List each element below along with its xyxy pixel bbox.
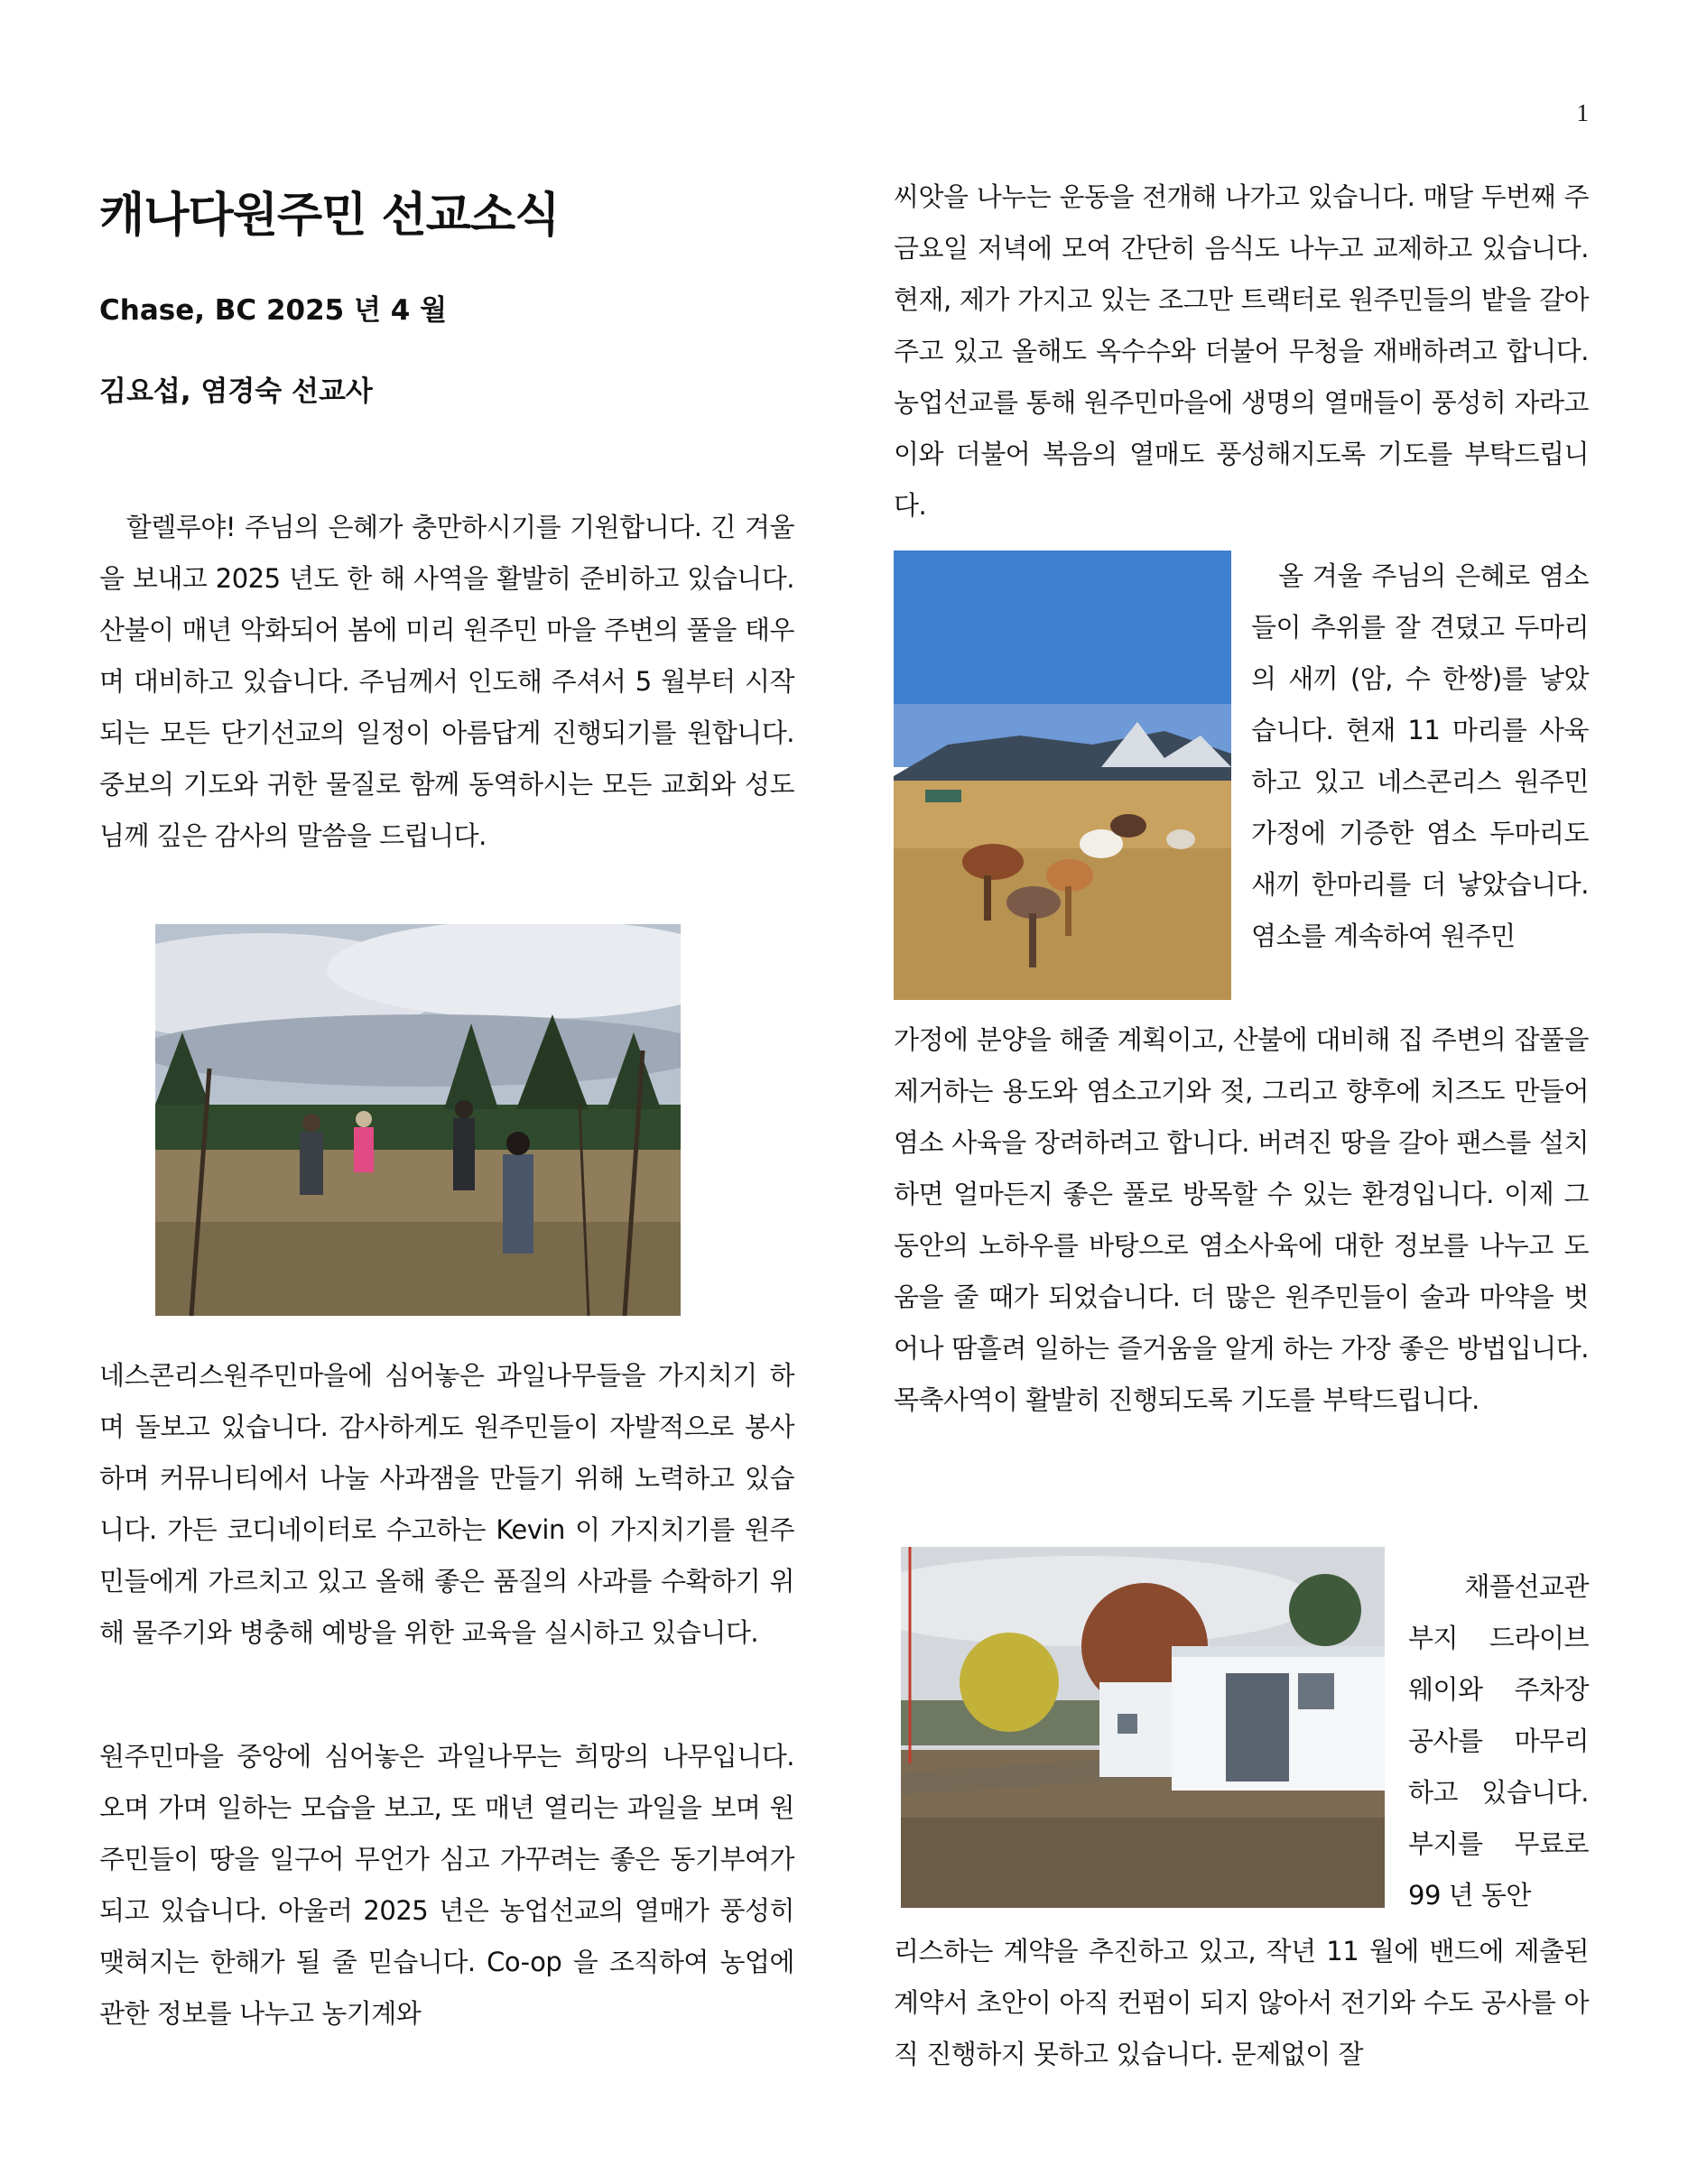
goats-photo <box>894 551 1231 1000</box>
intro-paragraph: 할렐루야! 주님의 은혜가 충만하시기를 기원합니다. 긴 겨울을 보내고 2025 년도 한 해 사역을 활발히 준비하고 있습니다. 산불이 매년 악화되어 봄에 미리 원주민 마을 주변의 풀을 태우며 대비하고 있습니다. 주님께서 인도해 주셔서 5 월부터 시작되는 모든 단기선교의 일정이 아름답게 진행되기를 원합니다. 중보의 기도와 귀한 물질로 함께 동역하시는 모든 교회와 성도님께 깊은 감사의 말씀을 드립니다. <box>99 512 794 851</box>
orchard-paragraph: 네스콘리스원주민마을에 심어놓은 과일나무들을 가지치기 하며 돌보고 있습니다. 감사하게도 원주민들이 자발적으로 봉사하며 커뮤니티에서 나눌 사과잼을 만들기 위해 노력하고 있습니다. 가든 코디네이터로 수고하는 Kevin 이 가지치기를 원주민들에게 가르치고 있고 올해 좋은 품질의 사과를 수확하기 위해 물주기와 병충해 예방을 위한 교육을 실시하고 있습니다. <box>99 1360 794 1648</box>
page-number: 1 <box>1576 99 1589 126</box>
goats-paragraph: 가정에 분양을 해줄 계획이고, 산불에 대비해 집 주변의 잡풀을 제거하는 용도와 염소고기와 젖, 그리고 향후에 치즈도 만들어 염소 사육을 장려하려고 합니다. 버려진 땅을 갈아 팬스를 설치하면 얼마든지 좋은 풀로 방목할 수 있는 환경입니다. 이제 그동안의 노하우를 바탕으로 염소사육에 대한 정보를 나누고 도움을 줄 때가 되었습니다. 더 많은 원주민들이 술과 마약을 벗어나 땀흘려 일하는 즐거움을 알게 하는 가장 좋은 방법입니다. 목축사역이 활발히 진행되도록 기도를 부탁드립니다. <box>894 1024 1589 1415</box>
goats-paragraph-side: 올 겨울 주님의 은혜로 염소들이 추위를 잘 견뎠고 두마리의 새끼 (암, 수 한쌍)를 낳았습니다. 현재 11 마리를 사육하고 있고 네스콘리스 원주민 가정에 기증한 염소 두마리도 새끼 한마리를 더 낳았습니다. 염소를 계속하여 원주민 <box>1251 560 1589 951</box>
orchard-photo <box>155 924 681 1316</box>
chapel-paragraph-side: 채플선교관 부지 드라이브 웨이와 주차장 공사를 마무리 하고 있습니다. 부지를 무료로 99 년 동안 <box>1408 1571 1589 1911</box>
hope-tree-paragraph: 원주민마을 중앙에 심어놓은 과일나무는 희망의 나무입니다. 오며 가며 일하는 모습을 보고, 또 매년 열리는 과일을 보며 원주민들이 땅을 일구어 무언가 심고 가꾸려는 좋은 동기부여가 되고 있습니다. 아울러 2025 년은 농업선교의 열매가 풍성히 맺혀지는 한해가 될 줄 믿습니다. Co-op 을 조직하여 농업에 관한 정보를 나누고 농기계와 <box>99 1741 794 2029</box>
chapel-site-photo <box>901 1547 1385 1908</box>
authors: 김요섭, 염경숙 선교사 <box>99 375 373 408</box>
chapel-paragraph: 리스하는 계약을 추진하고 있고, 작년 11 월에 밴드에 제출된 계약서 초안이 아직 컨펌이 되지 않아서 전기와 수도 공사를 아직 진행하지 못하고 있습니다. 문제없이 잘 <box>894 1936 1589 2069</box>
coop-paragraph-continued: 씨앗을 나누는 운동을 전개해 나가고 있습니다. 매달 두번째 주 금요일 저녁에 모여 간단히 음식도 나누고 교제하고 있습니다. 현재, 제가 가지고 있는 조그만 트랙터로 원주민들의 밭을 갈아주고 있고 올해도 옥수수와 더불어 무청을 재배하려고 합니다. 농업선교를 통해 원주민마을에 생명의 열매들이 풍성히 자라고 이와 더불어 복음의 열매도 풍성해지도록 기도를 부탁드립니다. <box>894 181 1589 521</box>
location-date: Chase, BC 2025 년 4 월 <box>99 294 448 327</box>
page-title: 캐나다원주민 선교소식 <box>99 189 560 243</box>
